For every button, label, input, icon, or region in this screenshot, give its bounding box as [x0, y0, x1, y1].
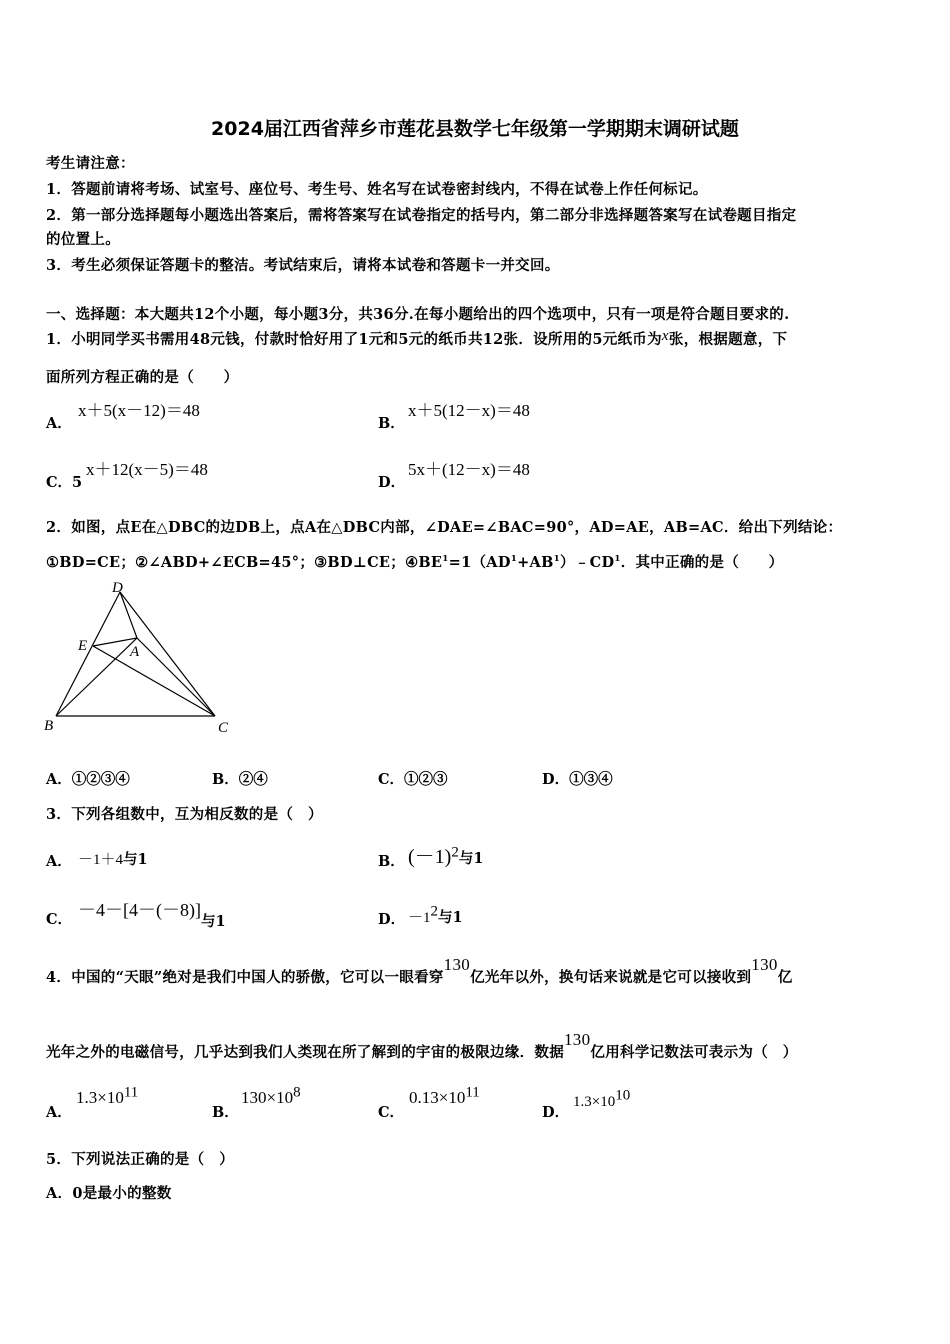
q3-option-b-base[interactable]: (－1) [408, 846, 452, 868]
q4-text-c: 亿 [777, 969, 793, 986]
q2-option-c [378, 768, 448, 789]
q3-option-d [408, 903, 463, 927]
q3-option-a-expr[interactable]: －1＋4 [78, 852, 124, 868]
question-2-line-2 [46, 551, 784, 572]
segment-ba [56, 638, 137, 716]
question-1-text-a: 1．小明同学买书需用48元钱，付款时恰好用了1元和5元的纸币共12张．设所用的5元纸币为 [46, 331, 662, 348]
q2-sup-2: 1 [510, 554, 518, 565]
q2-text-b: =1（AD [448, 554, 511, 571]
q3-option-a [78, 848, 148, 869]
q2-option-d-text[interactable]: ①③④ [569, 771, 613, 788]
q4-option-b-label[interactable]: B． [212, 1104, 239, 1121]
q2-text-a: ①BD=CE；②∠ABD+∠ECB=45°；③BD⊥CE；④BE [46, 554, 443, 571]
q4-option-a-base[interactable]: 1.3×10 [76, 1088, 124, 1107]
q2-text-d: ）﹣CD [560, 554, 615, 571]
segment-ac [137, 638, 215, 716]
point-label-b: B [44, 718, 54, 734]
q3-option-c-expr[interactable]: －4－[4－(－8)] [78, 900, 201, 920]
segment-db [56, 592, 120, 716]
q4-option-c [409, 1084, 480, 1108]
q2-option-b-text[interactable]: ②④ [238, 771, 268, 788]
q4-text-e: 亿用科学记数法可表示为（ ） [590, 1044, 798, 1061]
q3-option-b-exp[interactable]: 2 [451, 844, 459, 861]
page-title: 2024届江西省萍乡市莲花县数学七年级第一学期期末调研试题 [211, 118, 739, 140]
q3-option-c-label[interactable]: C． [46, 911, 73, 928]
q2-option-a-text[interactable]: ①②③④ [71, 771, 130, 788]
notice-item-3: 3．考生必须保证答题卡的整洁。考试结束后，请将本试卷和答题卡一并交回。 [46, 257, 560, 274]
triangle-figure [40, 578, 240, 738]
q4-option-a-label[interactable]: A． [46, 1104, 72, 1121]
q2-option-d [542, 768, 613, 789]
point-label-a: A [130, 644, 140, 660]
question-1-stem [46, 328, 787, 349]
q4-number-2: 130 [751, 955, 778, 974]
q2-text-e: ．其中正确的是（ ） [620, 554, 784, 571]
q3-option-c [78, 896, 226, 930]
q4-option-d-base[interactable]: 1.3×10 [573, 1094, 616, 1110]
q3-option-d-exp[interactable]: 2 [430, 903, 439, 920]
q4-option-d [573, 1087, 631, 1111]
q2-option-c-text[interactable]: ①②③ [404, 771, 448, 788]
section-heading: 一、选择题：本大题共12个小题，每小题3分，共36分.在每小题给出的四个选项中，只有一项是符合题目要求的. [46, 306, 790, 323]
notice-item-1: 1．答题前请将考场、试室号、座位号、考生号、姓名写在试卷密封线内，不得在试卷上作任何标记。 [46, 181, 708, 198]
q3-option-b [408, 840, 483, 869]
notice-item-2-line-1: 2．第一部分选择题每小题选出答案后，需将答案写在试卷指定的括号内，第二部分非选择题答案写在试卷题目指定 [46, 207, 797, 224]
q4-text-a: 4．中国的“天眼”绝对是我们中国人的骄傲，它可以一眼看穿 [46, 969, 444, 986]
q4-option-c-exp[interactable]: 11 [465, 1084, 480, 1101]
q2-option-d-label[interactable]: D． [542, 771, 570, 788]
q2-text-c: +AB [517, 554, 554, 571]
q4-number-3: 130 [564, 1030, 591, 1049]
question-1-text-b: 张，根据题意，下 [668, 331, 788, 348]
question-3-stem: 3．下列各组数中，互为相反数的是（ ） [46, 806, 323, 823]
question-1-line-2: 面所列方程正确的是（ ） [46, 369, 239, 386]
q4-option-c-label[interactable]: C． [378, 1104, 405, 1121]
q3-option-d-tail[interactable]: 与1 [438, 909, 463, 926]
notice-heading: 考生请注意： [46, 155, 135, 172]
q1-option-d-expr[interactable]: 5x＋(12－x)＝48 [408, 460, 530, 479]
question-4-line-1 [46, 955, 793, 987]
q2-sup-3: 1 [553, 554, 560, 565]
question-5-stem: 5．下列说法正确的是（ ） [46, 1151, 234, 1168]
question-4-line-2 [46, 1030, 798, 1062]
q4-option-a [76, 1084, 139, 1108]
q2-option-c-label[interactable]: C． [378, 771, 405, 788]
q1-option-b-expr[interactable]: x＋5(12－x)＝48 [408, 401, 530, 420]
point-label-e: E [78, 638, 88, 654]
q4-option-a-exp[interactable]: 11 [123, 1084, 139, 1101]
q3-option-a-label[interactable]: A． [46, 853, 72, 870]
q3-option-d-label[interactable]: D． [378, 911, 406, 928]
q4-option-c-base[interactable]: 0.13×10 [409, 1088, 466, 1107]
q2-sup-1: 1 [442, 554, 449, 565]
notice-item-2-line-2: 的位置上。 [46, 231, 120, 248]
q5-option-a[interactable]: A．0是最小的整数 [46, 1185, 172, 1202]
q1-option-c-expr[interactable]: x＋12(x－5)＝48 [86, 460, 208, 479]
q4-text-b: 亿光年以外，换句话来说就是它可以接收到 [470, 969, 752, 986]
question-2-line-1: 2．如图，点E在△DBC的边DB上，点A在△DBC内部，∠DAE=∠BAC=90°，AD=AE，AB=AC．给出下列结论： [46, 519, 843, 536]
q2-option-b [212, 768, 268, 789]
q1-option-a-label[interactable]: A． [46, 415, 72, 432]
q2-sup-4: 1 [614, 554, 621, 565]
q1-option-a-expr[interactable]: x＋5(x－12)＝48 [78, 401, 200, 420]
q4-option-b [241, 1084, 301, 1108]
q1-option-b-label[interactable]: B． [378, 415, 405, 432]
q4-option-d-exp[interactable]: 10 [615, 1087, 631, 1104]
segment-da [120, 592, 137, 638]
q3-option-a-tail[interactable]: 与1 [123, 851, 148, 868]
q2-option-a-label[interactable]: A． [46, 771, 72, 788]
segment-ec [93, 646, 215, 716]
q1-option-d-label[interactable]: D． [378, 474, 406, 491]
point-label-c: C [218, 720, 229, 736]
point-label-d: D [112, 580, 123, 596]
q1-option-c-label[interactable]: C．5 [46, 474, 83, 491]
question-1-var: x [661, 328, 669, 344]
q4-option-b-base[interactable]: 130×10 [241, 1088, 294, 1107]
q3-option-b-tail[interactable]: 与1 [458, 850, 484, 867]
q2-option-a [46, 768, 130, 789]
q4-text-d: 光年之外的电磁信号，几乎达到我们人类现在所了解到的宇宙的极限边缘．数据 [46, 1044, 564, 1061]
q4-number-1: 130 [443, 955, 471, 974]
q2-option-b-label[interactable]: B． [212, 771, 239, 788]
q3-option-b-label[interactable]: B． [378, 853, 405, 870]
q3-option-c-tail[interactable]: 与1 [200, 913, 226, 930]
q3-option-d-base[interactable]: －1 [408, 910, 431, 926]
q4-option-d-label[interactable]: D． [542, 1104, 570, 1121]
q4-option-b-exp[interactable]: 8 [293, 1084, 301, 1101]
